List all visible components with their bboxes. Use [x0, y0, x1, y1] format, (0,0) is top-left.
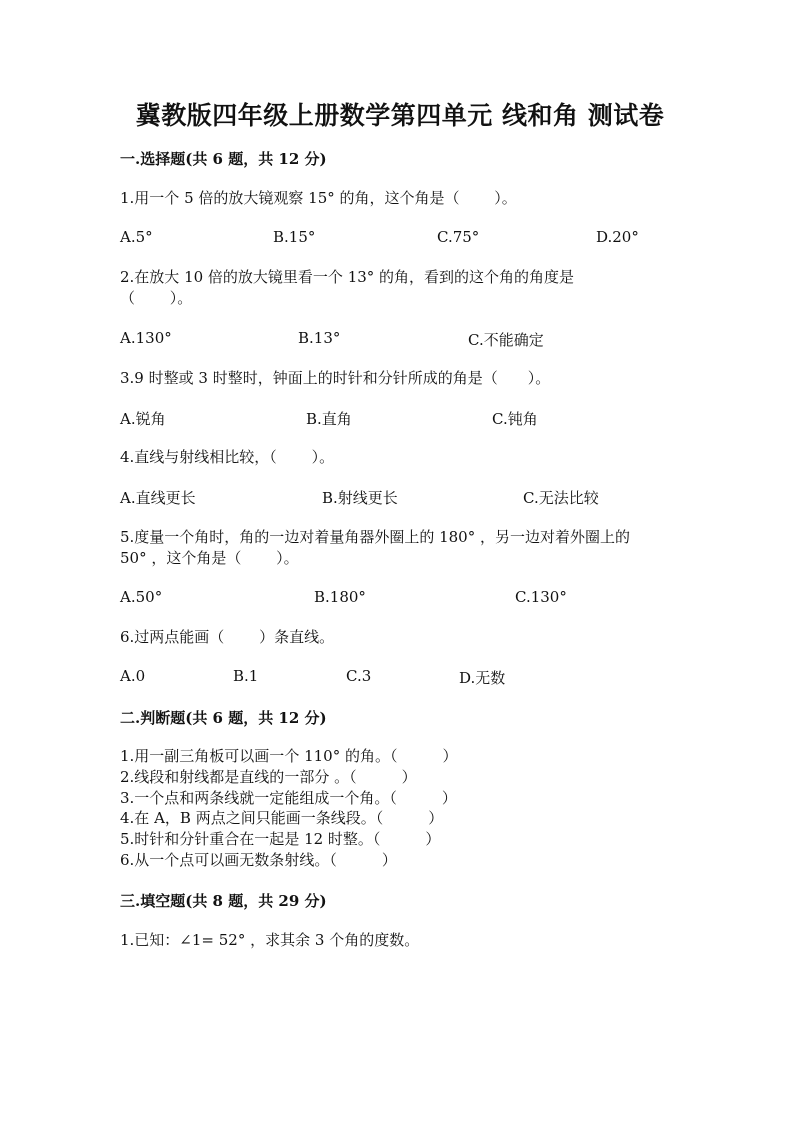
option-a: A.锐角 — [120, 410, 166, 428]
option-a: A.130° — [120, 329, 172, 347]
option-b: B.直角 — [306, 410, 352, 428]
option-d: D.20° — [596, 228, 639, 246]
question-text: 5.度量一个角时，角的一边对着量角器外圈上的 180° ，另一边对着外圈上的 — [120, 528, 630, 546]
question-text-continued: 50° ，这个角是（ ）。 — [120, 549, 299, 567]
question-text: 1.已知：∠1= 52° ，求其余 3 个角的度数。 — [120, 931, 420, 949]
section-heading-judge: 二.判断题(共 6 题，共 12 分) — [120, 709, 327, 727]
option-c: C.无法比较 — [523, 489, 599, 507]
question-text: 1.用一个 5 倍的放大镜观察 15° 的角，这个角是（ ）。 — [120, 189, 517, 207]
question-text-continued: （ ）。 — [120, 289, 193, 307]
question-text: 6.过两点能画（ ）条直线。 — [120, 628, 335, 646]
option-c: C.75° — [437, 228, 480, 246]
option-b: B.1 — [233, 667, 259, 685]
option-a: A.0 — [120, 667, 146, 685]
option-a: A.5° — [120, 228, 153, 246]
option-c: C.钝角 — [492, 410, 538, 428]
option-b: B.15° — [273, 228, 316, 246]
question-text: 3.9 时整或 3 时整时，钟面上的时针和分针所成的角是（ ）。 — [120, 369, 551, 387]
section-heading-fill: 三.填空题(共 8 题，共 29 分) — [120, 892, 327, 910]
option-c: C.不能确定 — [468, 331, 544, 349]
judge-item: 2.线段和射线都是直线的一部分 。（ ） — [120, 768, 417, 786]
option-a: A.50° — [120, 588, 163, 606]
option-b: B.13° — [298, 329, 341, 347]
judge-item: 3.一个点和两条线就一定能组成一个角。（ ） — [120, 789, 457, 807]
question-text: 2.在放大 10 倍的放大镜里看一个 13° 的角，看到的这个角的角度是 — [120, 268, 575, 286]
judge-item: 1.用一副三角板可以画一个 110° 的角。（ ） — [120, 747, 458, 765]
section-heading-choice: 一.选择题(共 6 题，共 12 分) — [120, 150, 327, 168]
option-c: C.3 — [346, 667, 372, 685]
option-d: D.无数 — [459, 669, 506, 687]
judge-item: 6.从一个点可以画无数条射线。（ ） — [120, 851, 397, 869]
question-text: 4.直线与射线相比较，（ ）。 — [120, 448, 335, 466]
page-title: 冀教版四年级上册数学第四单元 线和角 测试卷 — [135, 101, 665, 130]
option-b: B.射线更长 — [322, 489, 398, 507]
option-a: A.直线更长 — [120, 489, 196, 507]
option-c: C.130° — [515, 588, 567, 606]
option-b: B.180° — [314, 588, 366, 606]
judge-item: 5.时针和分针重合在一起是 12 时整。（ ） — [120, 830, 441, 848]
judge-item: 4.在 A，B 两点之间只能画一条线段。（ ） — [120, 809, 444, 827]
